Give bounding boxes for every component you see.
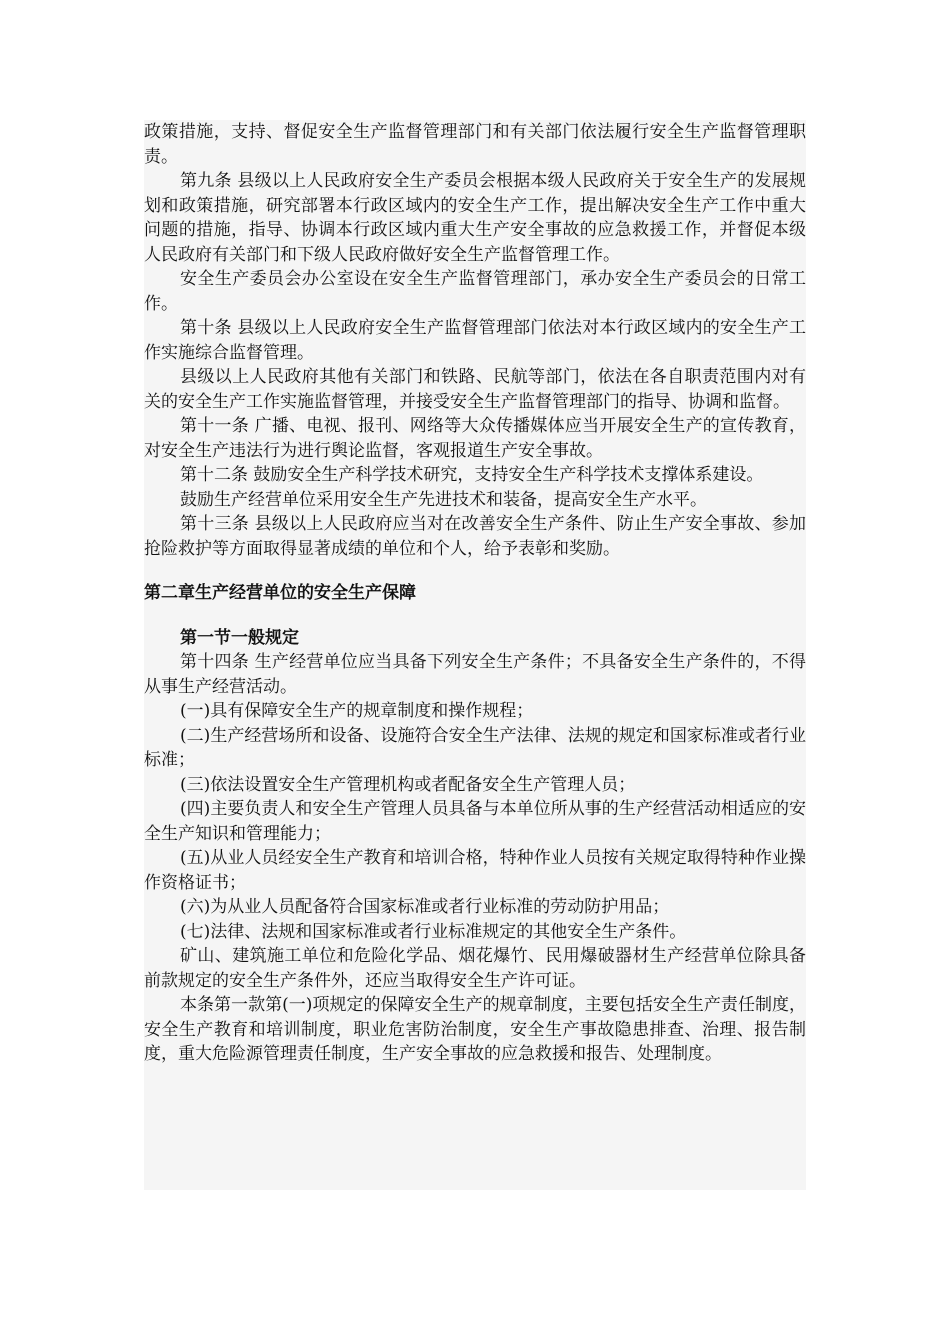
article-10: 第十条 县级以上人民政府安全生产监督管理部门依法对本行政区域内的安全生产工作实施综合监督管理。 (144, 318, 806, 363)
paragraph-continuation: 政策措施，支持、督促安全生产监督管理部门和有关部门依法履行安全生产监督管理职责。 (144, 122, 806, 167)
list-item: (三)依法设置安全生产管理机构或者配备安全生产管理人员； (180, 774, 636, 795)
chapter-title: 第二章生产经营单位的安全生产保障 (144, 583, 416, 603)
article-11: 第十一条 广播、电视、报刊、网络等大众传播媒体应当开展安全生产的宣传教育，对安全生产违法行为进行舆论监督，客观报道生产安全事故。 (144, 416, 806, 461)
article-14-para-3: 本条第一款第(一)项规定的保障安全生产的规章制度，主要包括安全生产责任制度，安全生产教育和培训制度，职业危害防治制度，安全生产事故隐患排查、治理、报告制度，重大危险源管理责任制度，生产安全事故的应急救援和报告、处理制度。 (144, 995, 806, 1064)
article-9: 第九条 县级以上人民政府安全生产委员会根据本级人民政府关于安全生产的发展规划和政策措施，研究部署本行政区域内的安全生产工作，提出解决安全生产工作中重大问题的措施，指导、协调本行政区域内重大生产安全事故的应急救援工作，并督促本级人民政府有关部门和下级人民政府做好安全生产监督管理工作。 (144, 171, 806, 265)
list-item: (一)具有保障安全生产的规章制度和操作规程； (180, 701, 534, 721)
list-item: (六)为从业人员配备符合国家标准或者行业标准的劳动防护用品； (180, 897, 670, 917)
list-item: (四)主要负责人和安全生产管理人员具备与本单位所从事的生产经营活动相适应的安全生产知识和管理能力； (144, 799, 806, 844)
article-9-para-2: 安全生产委员会办公室设在安全生产监督管理部门，承办安全生产委员会的日常工作。 (144, 269, 806, 314)
list-item: (二)生产经营场所和设备、设施符合安全生产法律、法规的规定和国家标准或者行业标准； (144, 725, 806, 770)
article-10-para-2: 县级以上人民政府其他有关部门和铁路、民航等部门，依法在各自职责范围内对有关的安全生产工作实施监督管理，并接受安全生产监督管理部门的指导、协调和监督。 (144, 367, 806, 412)
document-body (144, 120, 806, 1190)
article-12: 第十二条 鼓励安全生产科学技术研究，支持安全生产科学技术支撑体系建设。 (180, 465, 764, 485)
article-12-para-2: 鼓励生产经营单位采用安全生产先进技术和装备，提高安全生产水平。 (180, 489, 707, 510)
list-item: (七)法律、法规和国家标准或者行业标准规定的其他安全生产条件。 (180, 921, 687, 942)
article-13: 第十三条 县级以上人民政府应当对在改善安全生产条件、防止生产安全事故、参加抢险救护等方面取得显著成绩的单位和个人，给予表彰和奖励。 (144, 514, 806, 559)
article-14-para-2: 矿山、建筑施工单位和危险化学品、烟花爆竹、民用爆破器材生产经营单位除具备前款规定的安全生产条件外，还应当取得安全生产许可证。 (144, 946, 806, 991)
article-14: 第十四条 生产经营单位应当具备下列安全生产条件；不具备安全生产条件的，不得从事生产经营活动。 (144, 652, 806, 697)
list-item: (五)从业人员经安全生产教育和培训合格，特种作业人员按有关规定取得特种作业操作资格证书； (144, 848, 806, 893)
section-title: 第一节一般规定 (180, 627, 299, 648)
